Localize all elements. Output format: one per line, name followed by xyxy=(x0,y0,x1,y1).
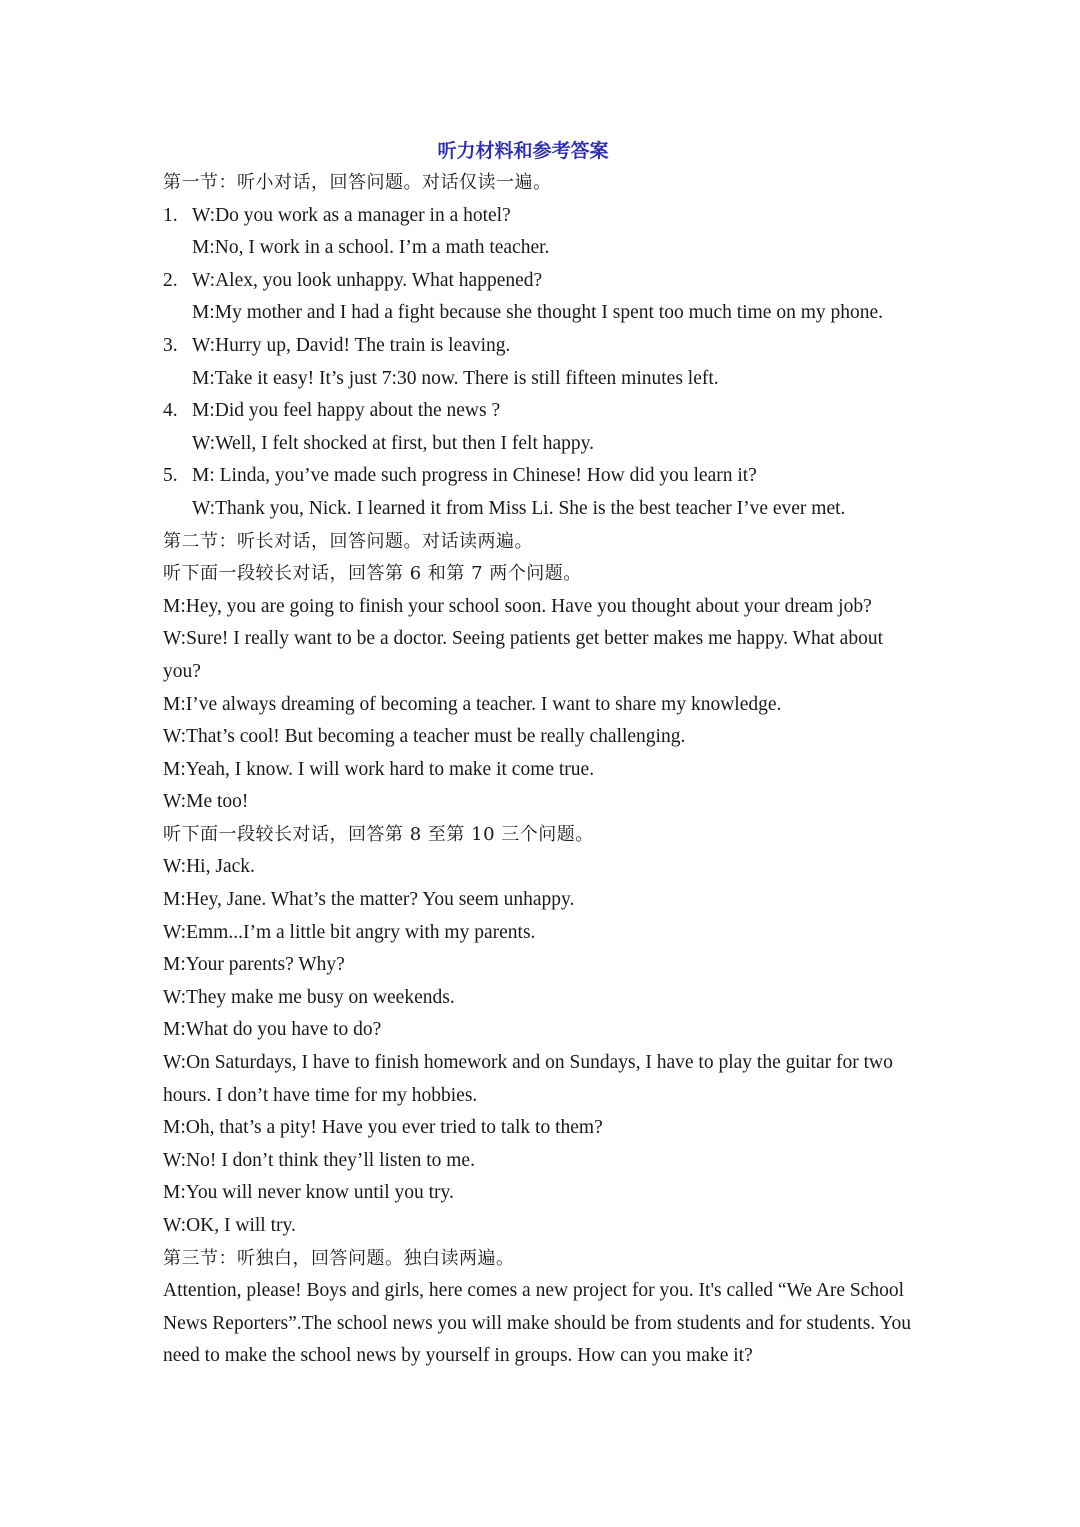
dialog-line: M:Take it easy! It’s just 7:30 now. There is still fifteen minutes left. xyxy=(192,367,719,389)
dialog-line: W:Hurry up, David! The train is leaving. xyxy=(192,334,511,356)
dialog-line: M: Linda, you’ve made such progress in Chinese! How did you learn it? xyxy=(192,465,757,487)
dialog-line: M:You will never know until you try. xyxy=(163,1182,454,1204)
section3-heading: 第三节：听独白，回答问题。独白读两遍。 xyxy=(163,1247,515,1269)
dialog-line: W:OK, I will try. xyxy=(163,1215,296,1236)
dialog-line: W:Sure! I really want to be a doctor. Seeing patients get better makes me happy. What about you? xyxy=(163,628,884,682)
dialog-line: W:No! I don’t think they’ll listen to me. xyxy=(163,1149,475,1171)
dialog-line: M:Your parents? Why? xyxy=(163,954,345,976)
dialog-line: M:I’ve always dreaming of becoming a teacher. I want to share my knowledge. xyxy=(163,693,782,715)
dialog-line: M:No, I work in a school. I’m a math teacher. xyxy=(192,237,550,259)
section1-item xyxy=(163,330,923,395)
dialog1-intro: 听下面一段较长对话，回答第 6 和第 7 两个问题。 xyxy=(163,563,582,585)
section1-item xyxy=(163,265,923,330)
dialog-line: W:Thank you, Nick. I learned it from Miss Li. She is the best teacher I’ve ever met. xyxy=(192,497,846,519)
dialog-line: W:That’s cool! But becoming a teacher must be really challenging. xyxy=(163,726,686,748)
dialog-line: W:Alex, you look unhappy. What happened? xyxy=(192,269,543,291)
section1-item xyxy=(163,460,923,525)
dialog-line: W:Emm...I’m a little bit angry with my parents. xyxy=(163,921,536,943)
dialog-line: W:They make me busy on weekends. xyxy=(163,986,455,1008)
dialog2-intro: 听下面一段较长对话，回答第 8 至第 10 三个问题。 xyxy=(163,823,594,845)
dialog-line: W:Do you work as a manager in a hotel? xyxy=(192,204,511,226)
dialog-line: M:Hey, you are going to finish your school soon. Have you thought about your dream job? xyxy=(163,595,872,617)
dialog-line: M:Hey, Jane. What’s the matter? You seem unhappy. xyxy=(163,889,575,911)
dialog-line: M:Yeah, I know. I will work hard to make it come true. xyxy=(163,758,595,780)
dialog-line: M:Oh, that’s a pity! Have you ever tried to talk to them? xyxy=(163,1117,603,1139)
dialog-line: W:On Saturdays, I have to finish homework and on Sundays, I have to play the guitar for two hours. I don’t have time for my hobbies. xyxy=(163,1052,893,1106)
dialog-line: M:My mother and I had a fight because she thought I spent too much time on my phone. xyxy=(192,302,884,324)
item-number: 4. xyxy=(163,400,178,422)
dialog-line: W:Well, I felt shocked at first, but then I felt happy. xyxy=(192,432,595,454)
monologue-paragraph: Attention, please! Boys and girls, here comes a new project for you. It's called “We Are School News Reporters”.The school news you will make should be from students and for students. You need to make the school news by yourself in groups. How can you make it? xyxy=(163,1280,911,1367)
section2-heading: 第二节：听长对话，回答问题。对话读两遍。 xyxy=(163,530,533,552)
dialog-line: M:Did you feel happy about the news ? xyxy=(192,400,501,422)
dialog-line: W:Hi, Jack. xyxy=(163,856,255,878)
item-number: 2. xyxy=(163,269,178,291)
section1-item xyxy=(163,200,923,265)
document-page xyxy=(163,135,923,1373)
section1-item xyxy=(163,395,923,460)
document-title: 听力材料和参考答案 xyxy=(437,140,609,162)
section1-heading: 第一节：听小对话，回答问题。对话仅读一遍。 xyxy=(163,172,552,193)
dialog-line: W:Me too! xyxy=(163,791,249,813)
item-number: 1. xyxy=(163,204,178,226)
item-number: 5. xyxy=(163,465,178,487)
item-number: 3. xyxy=(163,334,178,356)
dialog-line: M:What do you have to do? xyxy=(163,1019,382,1041)
